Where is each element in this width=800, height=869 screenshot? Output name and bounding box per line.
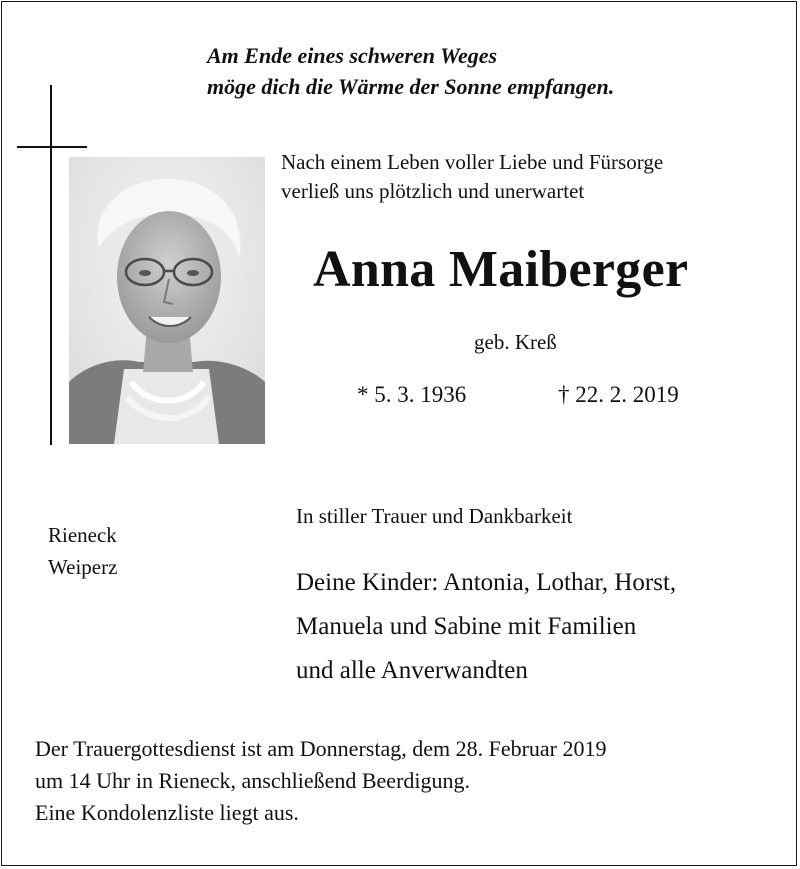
cross-icon-bar bbox=[17, 146, 87, 148]
family-line-1: Deine Kinder: Antonia, Lothar, Horst, bbox=[296, 569, 677, 596]
deceased-name: Anna Maiberger bbox=[313, 241, 689, 298]
birth-date: * 5. 3. 1936 bbox=[357, 382, 467, 407]
service-line-3: Eine Kondolenzliste liegt aus. bbox=[35, 800, 299, 825]
place-2: Weiperz bbox=[48, 555, 118, 579]
maiden-name: geb. Kreß bbox=[474, 330, 557, 354]
cross-icon bbox=[50, 85, 52, 445]
service-line-2: um 14 Uhr in Rieneck, anschließend Beerdigung. bbox=[35, 768, 471, 793]
service-line-1: Der Trauergottesdienst ist am Donnerstag, dem 28. Februar 2019 bbox=[35, 736, 607, 761]
place-1: Rieneck bbox=[48, 523, 117, 547]
family-list bbox=[296, 561, 676, 693]
intro-line-2: verließ uns plötzlich und unerwartet bbox=[281, 179, 585, 203]
portrait-photo bbox=[69, 157, 265, 444]
mourning-text: In stiller Trauer und Dankbarkeit bbox=[296, 504, 573, 528]
death-date: † 22. 2. 2019 bbox=[558, 382, 679, 407]
intro-text bbox=[281, 148, 663, 206]
intro-line-1: Nach einem Leben voller Liebe und Fürsorge bbox=[281, 150, 664, 174]
motto bbox=[207, 40, 614, 102]
family-line-2: Manuela und Sabine mit Familien bbox=[296, 613, 637, 640]
motto-line-1: Am Ende eines schweren Weges bbox=[207, 43, 498, 68]
motto-line-2: möge dich die Wärme der Sonne empfangen. bbox=[207, 74, 615, 99]
service-info bbox=[35, 733, 607, 829]
places bbox=[48, 519, 117, 583]
family-line-3: und alle Anverwandten bbox=[296, 657, 528, 684]
